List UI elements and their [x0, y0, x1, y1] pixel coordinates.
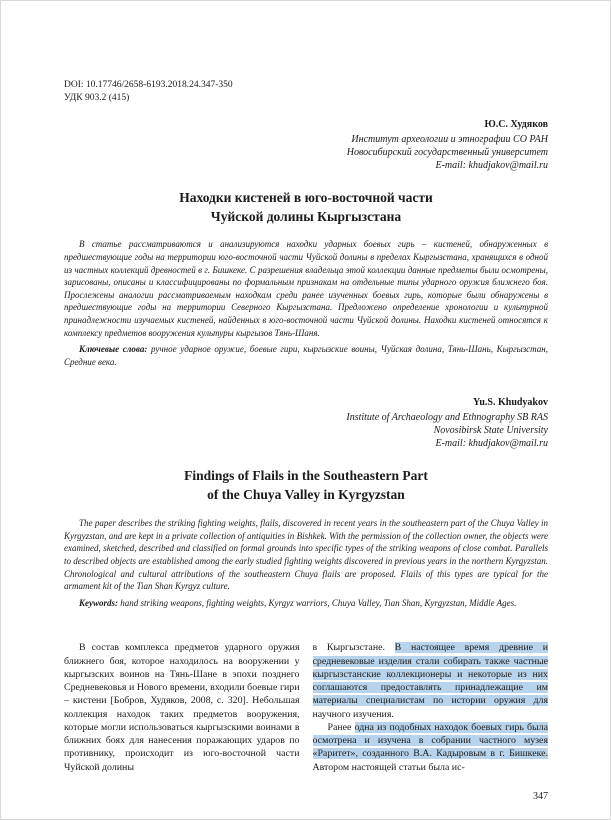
abstract-ru: В статье рассматриваются и анализируются находки ударных боевых гирь – кистеней, обнаруженных в предшествующие годы на территории юго-восточной части Чуйской долины в пределах Кыргызстана, хранящихся в одной из частных коллекций древностей в г. Бишкеке. С разрешения владельца этой коллекции данные предметы были осмотрены, зарисованы, описаны и классифицированы по формальным признакам на отдельные типы ударного оружия ближнего боя. Прослежены аналогии рассматриваемым находкам среди ранее изученных боевых гирь, которые были обнаружены в предшествующие годы на территории Северного Кыргызстана. Предложено определение хронологии и культурной принадлежности изучаемых кистеней, найденных в юго-восточной части Чуйской долины. Находки кистеней относятся к комплексу предметов вооружения культуры кыргызов Тянь-Шаня. — [64, 239, 548, 338]
author-affiliation-en-1: Institute of Archaeology and Ethnography SB RAS — [346, 412, 548, 424]
body-paragraph: В состав комплекса предметов ударного оружия ближнего боя, которое находилось на вооружении у кыргызских воинов на Тянь-Шане в эпохи позднего Средневековья и Нового времени, входили боевые гири – кистени [Бобров, Худяков, 2008, с. 320]. Небольшая коллекция находок таких предметов вооружения, которые могли использоваться кыргызскими воинами в ближних боях для нанесения поражающих ударов по противнику, происходит из юго-восточной части Чуйской долины — [64, 642, 300, 773]
author-email-ru: E-mail: khudjakov@mail.ru — [435, 159, 548, 171]
author-block-en — [64, 396, 548, 450]
keywords-en-text: hand striking weapons, fighting weights, Kyrgyz warriors, Chuya Valley, Tian Shan, Kyrgyzstan, Middle Ages. — [118, 597, 517, 608]
keywords-en-label: Keywords: — [79, 597, 118, 608]
author-name-ru: Ю.С. Худяков — [484, 118, 548, 130]
body-columns — [64, 641, 548, 774]
title-en-line2: of the Chuya Valley in Kyrgyzstan — [207, 487, 405, 503]
author-email-en: E-mail: khudjakov@mail.ru — [435, 438, 548, 450]
title-ru-line1: Находки кистеней в юго-восточной части — [179, 189, 433, 205]
left-column — [64, 641, 300, 774]
page-number: 347 — [533, 791, 548, 802]
title-en — [64, 467, 548, 505]
title-ru — [64, 189, 548, 227]
title-ru-line2: Чуйской долины Кыргызстана — [210, 208, 402, 224]
author-affiliation-ru-2: Новосибирский государственный университет — [346, 146, 548, 158]
keywords-ru — [64, 343, 548, 368]
selected-text-run: одна из подобных находок боевых гирь была осмотрена и изучена в собрании частного музея «Раритет», созданного В.А. Кадыровым в г. Бишкеке. — [312, 721, 548, 760]
abstract-en: The paper describes the striking fighting weights, flails, discovered in recent years in the southeastern part of the Chuya Valley in Kyrgyzstan, and are kept in a private collection of antiquities in Bishkek. With the permission of the collection owner, the objects were examined, sketched, described and classified on formal grounds into specific types of the striking weapons of close combat. Parallels to described objects are established among the early studied fighting weights discovered in previous years in the northern Kyrgyzstan. Chronological and cultural attributions of the southeastern Chuya flails are proposed. Flails of this types are typical for the armament kit of the Tian Shan Kyrgyz culture. — [64, 518, 548, 592]
body-text-run: научного изучения. — [312, 708, 394, 720]
keywords-ru-label: Ключевые слова: — [79, 344, 148, 355]
keywords-en — [64, 597, 548, 610]
meta-block — [64, 79, 548, 105]
keywords-ru-text: ручное ударное оружие, боевые гири, кыргызские воины, Чуйская долина, Тянь-Шань, Кыргызстан, Средние века. — [64, 344, 548, 367]
selected-text-run: В настоящее время древние и средневековые изделия стали собирать также частные кыргызстанские коллекционеры и некоторые из них соглашаются предоставлять принадлежащие им материалы специалистам по истории оружия для — [312, 642, 548, 707]
body-paragraph — [313, 721, 549, 774]
body-text-run: Ранее — [327, 721, 355, 733]
body-text-run: Автором настоящей статьи была ис- — [312, 761, 465, 773]
author-name-en: Yu.S. Khudyakov — [473, 397, 548, 409]
right-column — [313, 641, 549, 774]
author-affiliation-en-2: Novosibirsk State University — [433, 425, 548, 437]
author-block-ru — [64, 118, 548, 172]
udc: УДК 903.2 (415) — [64, 92, 130, 103]
doi: DOI: 10.17746/2658-6193.2018.24.347-350 — [64, 80, 233, 90]
body-text-run: в Кыргызстане. — [312, 642, 395, 654]
body-paragraph — [313, 641, 549, 721]
title-en-line1: Findings of Flails in the Southeastern Part — [184, 468, 428, 484]
author-affiliation-ru-1: Институт археологии и этнографии СО РАН — [351, 133, 548, 145]
